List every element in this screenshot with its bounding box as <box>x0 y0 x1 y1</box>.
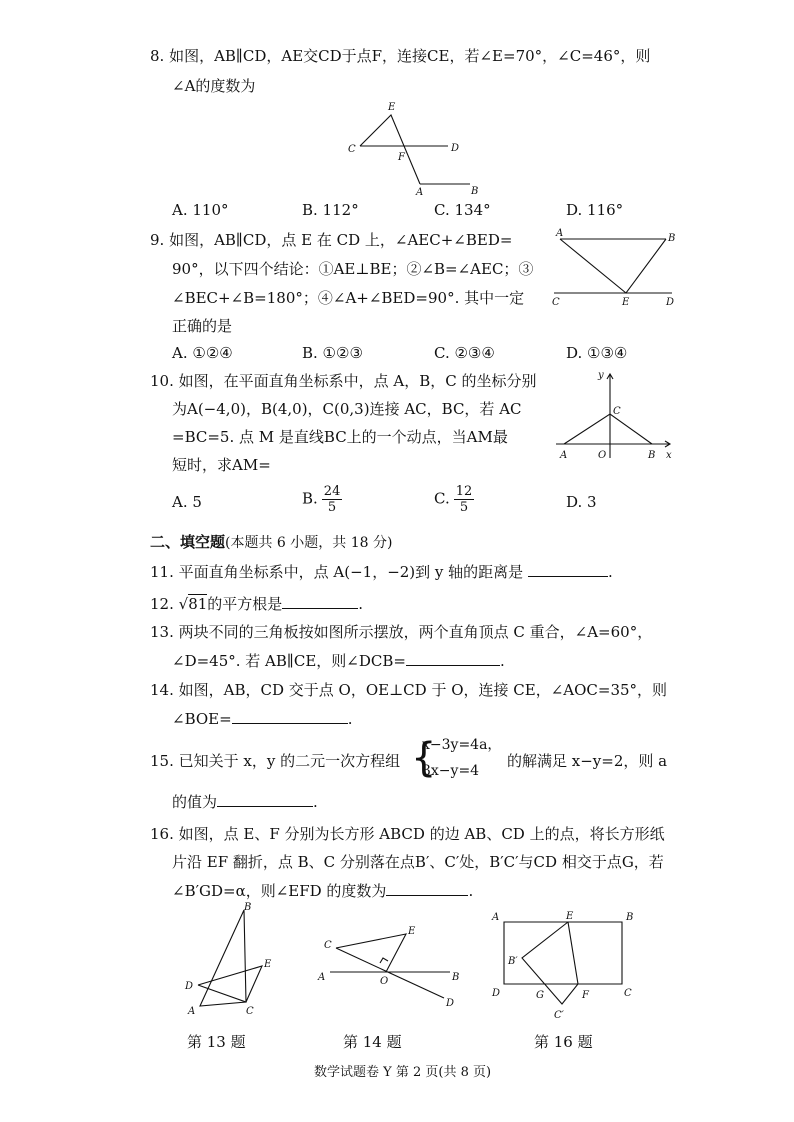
q15-line-2-text: 的值为 <box>172 793 218 811</box>
q12-text: 的平方根是 <box>207 595 283 613</box>
q8-option-b: B. 112° <box>302 201 359 219</box>
q16-end: . <box>468 882 474 900</box>
q8-figure <box>340 98 490 198</box>
q8-line-1: 8. 如图，AB∥CD，AE交CD于点F，连接CE，若∠E=70°，∠C=46°，则 <box>150 47 651 65</box>
fig16-label-d: D <box>492 988 501 999</box>
q10-label-o: O <box>598 450 607 461</box>
fig16-label-g: G <box>536 990 544 1001</box>
fig13 <box>180 898 290 1022</box>
q15-equation-1: x−3y=4a， <box>422 737 502 753</box>
q12-end: . <box>358 595 364 613</box>
fig16-label-b: B <box>626 912 634 923</box>
q12-answer-blank[interactable] <box>282 593 358 609</box>
q10-line-1: 10. 如图，在平面直角坐标系中，点 A，B，C 的坐标分别 <box>150 372 537 390</box>
q13-end: . <box>499 652 505 670</box>
q14-answer-blank[interactable] <box>232 708 348 724</box>
q16-line-1: 16. 如图，点 E、F 分别为长方形 ABCD 的边 AB、CD 上的点，将长方形纸 <box>150 825 665 843</box>
q8-label-d: D <box>451 143 460 154</box>
fig16-label-f: F <box>582 990 589 1001</box>
fig16-label-c-prime: C′ <box>554 1010 564 1021</box>
q10-option-b-letter: B. <box>302 489 318 508</box>
q8-option-a: A. 110° <box>172 201 229 219</box>
section-2-title: 二、填空题 <box>150 533 226 551</box>
caption-fig14: 第 14 题 <box>343 1033 402 1051</box>
fig13-label-b: B <box>244 902 252 913</box>
fig13-label-d: D <box>185 981 194 992</box>
fig14-label-c: C <box>324 940 332 951</box>
q8-label-a: A <box>416 187 424 198</box>
fig13-triangle-abc <box>200 910 246 1006</box>
q8-label-e: E <box>388 102 396 113</box>
q12 <box>150 593 363 614</box>
fig14-line-cd <box>336 948 444 998</box>
q9-label-b: B <box>668 233 676 244</box>
q11-answer-blank[interactable] <box>528 561 608 577</box>
q9-segments-ae-eb <box>560 239 666 293</box>
fig16-label-b-prime: B′ <box>508 956 518 967</box>
q10-option-c-fraction <box>454 484 475 515</box>
q13-line-2 <box>172 650 505 671</box>
q10-label-c: C <box>613 406 621 417</box>
q10-label-x: x <box>666 450 672 461</box>
q16-answer-blank[interactable] <box>386 880 468 896</box>
q11-text: 11. 平面直角坐标系中，点 A(−1，−2)到 y 轴的距离是 <box>150 563 524 581</box>
q9-option-d: D. ①③④ <box>566 344 628 362</box>
q14-end: . <box>347 710 353 728</box>
q9-option-a: A. ①②④ <box>172 344 233 362</box>
q9-line-1: 9. 如图，AB∥CD，点 E 在 CD 上，∠AEC+∠BED= <box>150 231 513 249</box>
fig14-label-b: B <box>452 972 460 983</box>
q10-option-b-denominator: 5 <box>327 500 337 515</box>
fig14-right-angle-mark <box>380 958 388 963</box>
q11-end: . <box>607 563 613 581</box>
q12-number: 12. <box>150 595 179 613</box>
q15-end: . <box>313 793 318 811</box>
q8-segment-ce-ea <box>360 115 420 184</box>
q15-prefix: 15. 已知关于 x，y 的二元一次方程组 <box>150 752 401 770</box>
fig13-triangle-dce <box>198 966 262 1002</box>
q14-line-2 <box>172 708 352 729</box>
fig16 <box>484 906 644 1026</box>
page-footer: 数学试题卷 Y 第 2 页(共 8 页) <box>314 1065 492 1080</box>
q10-label-b: B <box>648 450 656 461</box>
q13-line-2-text: ∠D=45°. 若 AB∥CE，则∠DCB= <box>172 652 406 670</box>
q10-label-y: y <box>598 370 604 381</box>
q15-equation-2: 3x−y=4 <box>422 763 480 779</box>
fig16-label-c: C <box>624 988 632 999</box>
q10-figure <box>552 366 680 462</box>
q12-radical-sign: √ <box>178 595 189 613</box>
q10-line-2: 为A(−4,0)，B(4,0)，C(0,3)连接 AC，BC，若 AC <box>172 400 522 418</box>
caption-fig13: 第 13 题 <box>187 1033 246 1051</box>
q10-option-a: A. 5 <box>172 493 202 511</box>
q15-brace: { <box>411 735 437 781</box>
q10-line-4: 短时，求AM= <box>172 456 271 474</box>
q10-option-c-numerator: 12 <box>455 484 473 499</box>
q10-triangle-acb <box>564 414 652 444</box>
q10-option-c <box>434 484 474 515</box>
q8-option-c: C. 134° <box>434 201 491 219</box>
q8-label-f: F <box>398 152 405 163</box>
q16-line-2: 片沿 EF 翻折，点 B、C 分别落在点B′、C′处，B′C′与CD 相交于点G，若 <box>172 853 664 871</box>
fig14-label-a: A <box>318 972 326 983</box>
q8-line-2: ∠A的度数为 <box>172 77 256 95</box>
fig14-label-d: D <box>446 998 455 1009</box>
q9-label-d: D <box>666 297 675 308</box>
q10-option-d: D. 3 <box>566 493 597 511</box>
q16-line-3-text: ∠B′GD=α，则∠EFD 的度数为 <box>172 882 387 900</box>
q9-line-4: 正确的是 <box>172 317 233 335</box>
q8-label-b: B <box>471 186 479 197</box>
fig13-label-c: C <box>246 1006 254 1017</box>
q8-option-d: D. 116° <box>566 201 624 219</box>
q15-line-2 <box>172 791 318 812</box>
section-2-heading <box>150 532 392 553</box>
fig14 <box>314 920 464 1012</box>
q10-line-3: =BC=5. 点 M 是直线BC上的一个动点，当AM最 <box>172 428 508 446</box>
q14-line-2-text: ∠BOE= <box>172 710 232 728</box>
q10-option-b-fraction <box>322 484 343 515</box>
q15-answer-blank[interactable] <box>217 791 313 807</box>
q12-radicand: 81 <box>188 595 208 613</box>
fig13-label-e: E <box>264 959 272 970</box>
q14-line-1: 14. 如图，AB，CD 交于点 O，OE⊥CD 于 O，连接 CE，∠AOC=35°，则 <box>150 681 668 699</box>
q15-suffix: 的解满足 x−y=2，则 a <box>507 752 668 770</box>
q10-option-c-letter: C. <box>434 489 450 508</box>
q9-label-e: E <box>622 297 630 308</box>
q11 <box>150 561 613 582</box>
fig16-label-e: E <box>566 911 574 922</box>
q10-label-a: A <box>560 450 568 461</box>
q10-option-b-numerator: 24 <box>323 484 341 499</box>
caption-fig16: 第 16 题 <box>534 1033 593 1051</box>
fig16-rectangle-abcd <box>504 922 622 984</box>
fig14-label-o: O <box>380 976 389 987</box>
fig13-label-a: A <box>188 1006 196 1017</box>
q8-label-c: C <box>348 144 356 155</box>
q9-line-3: ∠BEC+∠B=180°；④∠A+∠BED=90°. 其中一定 <box>172 289 525 307</box>
q13-line-1: 13. 两块不同的三角板按如图所示摆放，两个直角顶点 C 重合，∠A=60°， <box>150 623 653 641</box>
q9-option-c: C. ②③④ <box>434 344 495 362</box>
q9-figure <box>548 225 684 309</box>
q9-line-2: 90°，以下四个结论：①AE⊥BE；②∠B=∠AEC；③ <box>172 260 534 278</box>
q9-option-b: B. ①②③ <box>302 344 363 362</box>
q13-answer-blank[interactable] <box>406 650 500 666</box>
fig16-label-a: A <box>492 912 500 923</box>
q10-option-b <box>302 484 342 515</box>
fig14-label-e: E <box>408 926 416 937</box>
section-2-note: (本题共 6 小题，共 18 分) <box>225 535 393 551</box>
q9-label-a: A <box>556 228 564 239</box>
q10-option-c-denominator: 5 <box>459 500 469 515</box>
q9-label-c: C <box>552 297 560 308</box>
fig16-folded-part <box>522 922 578 1004</box>
